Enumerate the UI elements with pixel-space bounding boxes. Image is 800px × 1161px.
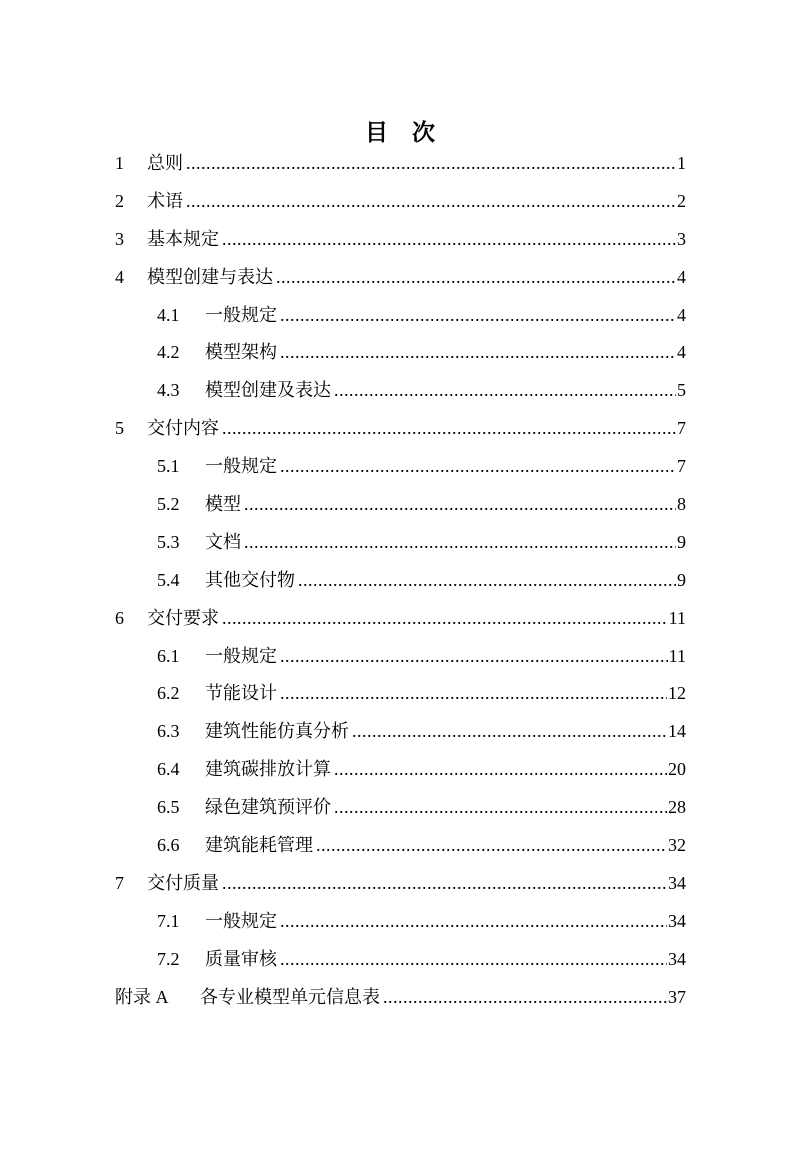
- toc-entry-page: 4: [677, 342, 686, 363]
- toc-entry[interactable]: [115, 565, 686, 603]
- dot-leader: [222, 603, 668, 633]
- toc-entry-page: 14: [668, 721, 686, 742]
- toc-entry[interactable]: [115, 982, 686, 1020]
- toc-entry-title: 交付质量: [147, 872, 219, 893]
- toc-entry[interactable]: [115, 603, 686, 641]
- toc-entry[interactable]: [115, 754, 686, 792]
- toc-entry-number: 6: [115, 607, 124, 628]
- toc-entry-number: 7.1: [157, 910, 180, 931]
- toc-entry-number: 6.6: [157, 835, 180, 856]
- toc-entry-number: 2: [115, 190, 124, 211]
- toc-entry-page: 1: [677, 153, 686, 173]
- toc-entry-title: 模型创建与表达: [147, 266, 273, 287]
- toc-entry-page: 4: [677, 266, 686, 287]
- toc-entry-title: 一般规定: [205, 304, 277, 325]
- dot-leader: [352, 716, 667, 746]
- toc-entry[interactable]: [115, 451, 686, 489]
- toc-entry[interactable]: [115, 641, 686, 679]
- toc-entry-number: 5.3: [157, 531, 180, 552]
- toc-entry-page: 32: [668, 835, 686, 856]
- toc-entry[interactable]: [115, 148, 686, 186]
- toc-entry-page: 7: [677, 418, 686, 439]
- toc-entry[interactable]: [115, 944, 686, 982]
- toc-entry-number: 5.2: [157, 494, 180, 515]
- toc-entry-number: 4.3: [157, 380, 180, 401]
- toc-entry-page: 37: [668, 986, 686, 1007]
- dot-leader: [280, 451, 676, 481]
- toc-entry-page: 34: [668, 872, 686, 893]
- toc-entry-number: 6.2: [157, 683, 180, 704]
- toc-entry-page: 7: [677, 456, 686, 477]
- toc-entry-title: 一般规定: [205, 456, 277, 477]
- dot-leader: [222, 413, 676, 443]
- toc-entry-title: 交付内容: [147, 418, 219, 439]
- toc-entry[interactable]: [115, 868, 686, 906]
- toc-entry-number: 5.4: [157, 569, 180, 590]
- toc-entry[interactable]: [115, 186, 686, 224]
- toc-entry-page: 5: [677, 380, 686, 401]
- toc-entry[interactable]: [115, 224, 686, 262]
- toc-entry-title: 一般规定: [205, 645, 277, 666]
- toc-entry-title: 术语: [147, 190, 183, 211]
- dot-leader: [186, 186, 676, 216]
- toc-entry-page: 2: [677, 190, 686, 211]
- toc-entry-title: 模型创建及表达: [205, 380, 331, 401]
- toc-entry-title: 模型架构: [205, 342, 277, 363]
- toc-entry-page: 9: [677, 531, 686, 552]
- toc-entry-number: 4.2: [157, 342, 180, 363]
- toc-entry-title: 各专业模型单元信息表: [200, 986, 380, 1007]
- toc-entry-page: 12: [668, 683, 686, 704]
- dot-leader: [334, 375, 676, 405]
- dot-leader: [222, 224, 676, 254]
- toc-entry-number: 6.4: [157, 759, 180, 780]
- toc-entry-title: 建筑碳排放计算: [205, 759, 331, 780]
- toc-entry-title: 基本规定: [147, 228, 219, 249]
- toc-entry[interactable]: [115, 792, 686, 830]
- toc-entry-number: 5.1: [157, 456, 180, 477]
- toc-entry-page: 3: [677, 228, 686, 249]
- toc-entry-page: 28: [668, 797, 686, 818]
- toc-entry-title: 建筑性能仿真分析: [205, 721, 349, 742]
- toc-entry-title: 总则: [147, 153, 183, 173]
- dot-leader: [244, 489, 676, 519]
- toc-entry-number: 附录 A: [115, 986, 169, 1007]
- toc-entry-number: 3: [115, 228, 124, 249]
- toc-entry-title: 一般规定: [205, 910, 277, 931]
- toc-entry-title: 节能设计: [205, 683, 277, 704]
- toc-entry[interactable]: [115, 489, 686, 527]
- toc-entry-page: 9: [677, 569, 686, 590]
- toc-entry[interactable]: [115, 262, 686, 300]
- toc-entry[interactable]: [115, 337, 686, 375]
- toc-title-char: 次: [412, 120, 435, 145]
- toc-entry-page: 34: [668, 948, 686, 969]
- toc-entry[interactable]: [115, 300, 686, 338]
- dot-leader: [383, 982, 667, 1012]
- toc-entry-number: 7: [115, 872, 124, 893]
- toc-entry[interactable]: [115, 830, 686, 868]
- toc-entry-page: 8: [677, 494, 686, 515]
- toc-entry-number: 5: [115, 418, 124, 439]
- toc-entry-number: 6.5: [157, 797, 180, 818]
- dot-leader: [244, 527, 676, 557]
- dot-leader: [280, 944, 667, 974]
- dot-leader: [334, 754, 667, 784]
- dot-leader: [280, 300, 676, 330]
- dot-leader: [222, 868, 667, 898]
- dot-leader: [334, 792, 667, 822]
- toc-entry-title: 绿色建筑预评价: [205, 797, 331, 818]
- toc-entry-title: 模型: [205, 494, 241, 515]
- toc-entry[interactable]: [115, 716, 686, 754]
- toc-entry-page: 11: [668, 607, 686, 628]
- toc-entry[interactable]: [115, 906, 686, 944]
- table-of-contents: [115, 148, 686, 1019]
- dot-leader: [316, 830, 667, 860]
- toc-entry[interactable]: [115, 375, 686, 413]
- dot-leader: [186, 148, 676, 178]
- toc-entry-title: 其他交付物: [205, 569, 295, 590]
- dot-leader: [280, 337, 676, 367]
- toc-entry-number: 4: [115, 266, 124, 287]
- toc-entry-number: 6.3: [157, 721, 180, 742]
- toc-entry-title: 质量审核: [205, 948, 277, 969]
- dot-leader: [276, 262, 676, 292]
- toc-title-char: 目: [365, 120, 388, 145]
- toc-entry-page: 4: [677, 304, 686, 325]
- toc-entry-number: 4.1: [157, 304, 180, 325]
- toc-entry-page: 20: [668, 759, 686, 780]
- toc-entry-page: 11: [668, 645, 686, 666]
- dot-leader: [280, 641, 668, 671]
- toc-entry[interactable]: [115, 527, 686, 565]
- dot-leader: [280, 678, 667, 708]
- toc-entry-title: 交付要求: [147, 607, 219, 628]
- toc-entry-number: 1: [115, 153, 124, 173]
- toc-entry-page: 34: [668, 910, 686, 931]
- dot-leader: [280, 906, 667, 936]
- toc-entry-number: 7.2: [157, 948, 180, 969]
- toc-entry[interactable]: [115, 413, 686, 451]
- dot-leader: [298, 565, 676, 595]
- toc-entry[interactable]: [115, 678, 686, 716]
- toc-entry-title: 文档: [205, 531, 241, 552]
- toc-entry-number: 6.1: [157, 645, 180, 666]
- toc-title: [0, 114, 800, 147]
- toc-entry-title: 建筑能耗管理: [205, 835, 313, 856]
